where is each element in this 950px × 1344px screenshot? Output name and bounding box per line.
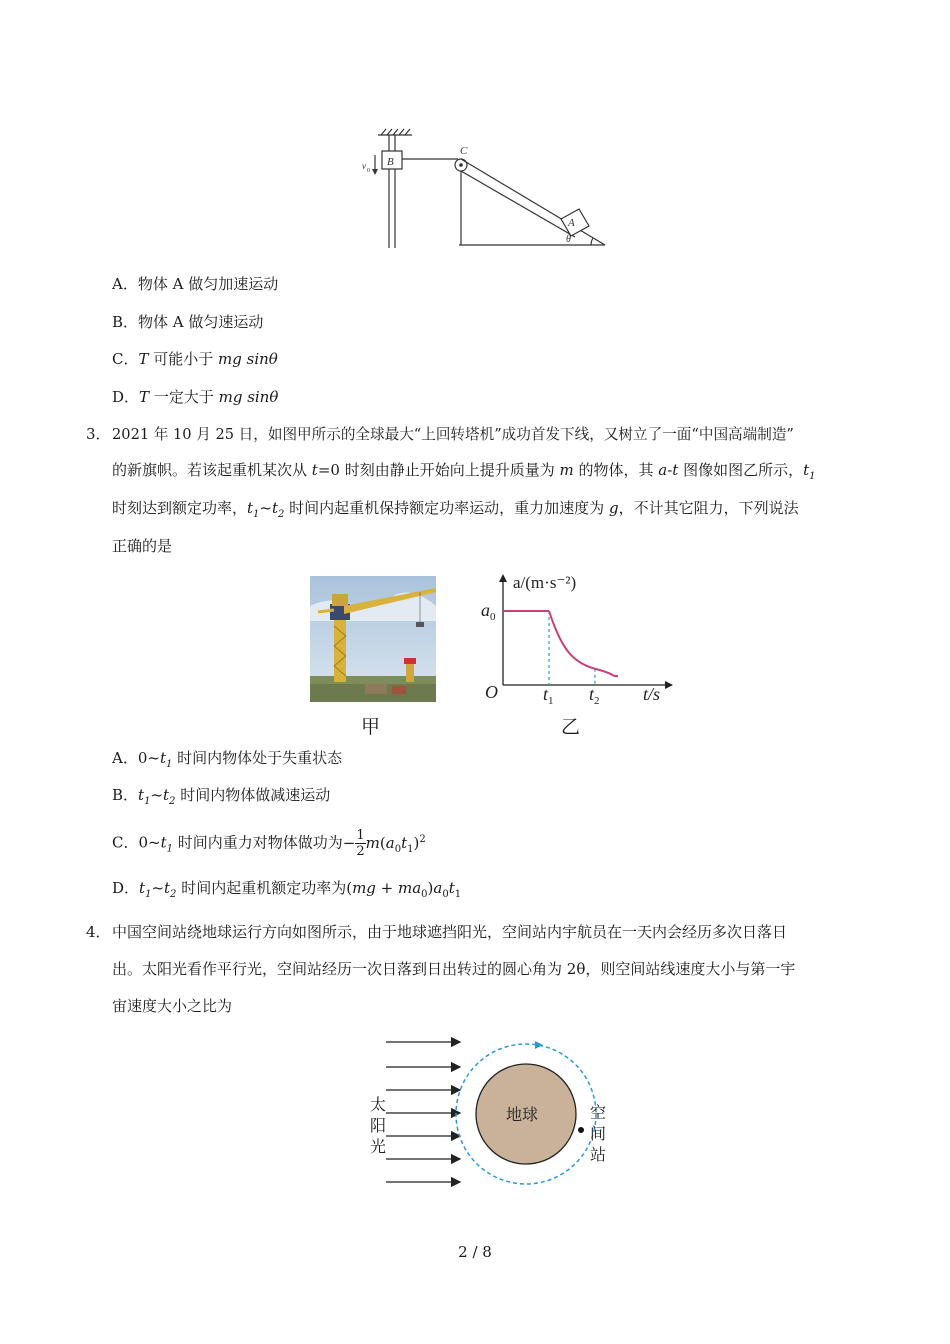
space-station-dot [578, 1127, 584, 1133]
sun-label-1: 太 [370, 1097, 387, 1114]
q3-option-a: A．$0\sim t_1$ 时间内物体处于失重状态 [112, 749, 343, 770]
formula-power: $(mg + ma_0)a_0t_1$ [346, 879, 462, 900]
y-axis-arrow [499, 574, 507, 582]
sun-label-3: 光 [370, 1139, 387, 1156]
q3-line-1: 2021 年 10 月 25 日，如图甲所示的全球最大“上回转塔机”成功首发下线，又树立了一面“中国高端制造” [112, 426, 794, 443]
a-t-chart [475, 568, 675, 708]
earth-label: 地球 [506, 1107, 539, 1124]
x-axis-label: t/s [643, 684, 661, 704]
series-decreasing [549, 611, 618, 676]
label-v0: v [362, 161, 366, 171]
y-axis-label: a/(m·s⁻²) [513, 573, 577, 592]
caption-jia: 甲 [361, 716, 381, 738]
station-label-1: 空 [590, 1105, 607, 1122]
origin-label: O [485, 682, 498, 702]
station-label-3: 站 [590, 1147, 607, 1164]
q3-line-2: 的新旗帜。若该起重机某次从 t=0 时刻由静止开始向上提升质量为 m 的物体，其 a-t 图像如图乙所示，$t_1$ [112, 461, 816, 482]
q3-number: 3． [86, 425, 111, 443]
x-axis-arrow [665, 681, 673, 689]
q2-option-b: B．物体 A 做匀速运动 [112, 313, 264, 331]
q3-option-c: C．$0\sim t_1$ 时间内重力对物体做功为− $\frac{1}{2}$ $m(a_0t_1)^2$ [112, 828, 426, 859]
label-c: C [460, 145, 468, 157]
sunlight-arrows [386, 1042, 460, 1182]
tower-crane-photo [310, 576, 436, 702]
formula-work: − $\frac{1}{2}$ $m(a_0t_1)^2$ [342, 828, 426, 859]
q2-option-c: C．T 可能小于 mg sinθ [112, 350, 278, 368]
q3-line-3: 时刻达到额定功率，$t_1\sim t_2$ 时间内起重机保持额定功率运动，重力加速度为 g，不计其它阻力，下列说法 [112, 499, 799, 520]
label-theta: θ [566, 234, 571, 245]
q3-option-b: B．$t_1\sim t_2$ 时间内物体做减速运动 [112, 786, 331, 807]
page-number: 2 / 8 [458, 1243, 492, 1261]
q2-option-a: A．物体 A 做匀加速运动 [112, 275, 279, 293]
q4-line-3: 宙速度大小之比为 [112, 997, 233, 1015]
label-v0-sub: 0 [367, 168, 370, 174]
q3-line-4: 正确的是 [112, 537, 173, 555]
q4-line-2: 出。太阳光看作平行光，空间站经历一次日落到日出转过的圆心角为 2θ，则空间站线速度大小与第一宇 [112, 960, 796, 978]
y-tick-a0: $a_0$ [481, 600, 496, 623]
x-tick-t2: $t_2$ [589, 684, 600, 707]
q3-option-d: D．$t_1\sim t_2$ 时间内起重机额定功率为$(mg + ma_0)a_0t_1$ [112, 879, 462, 900]
q2-option-d: D．T 一定大于 mg sinθ [112, 388, 279, 406]
sun-label-2: 阳 [370, 1118, 387, 1135]
station-label-2: 间 [590, 1126, 607, 1143]
caption-yi: 乙 [561, 716, 581, 738]
pulley-incline-figure [355, 125, 615, 255]
orbit-direction-arrow [535, 1041, 543, 1049]
x-tick-t1: $t_1$ [543, 684, 554, 707]
q4-line-1: 中国空间站绕地球运行方向如图所示，由于地球遮挡阳光，空间站内宇航员在一天内会经历多次日落日 [112, 923, 788, 941]
q4-number: 4． [86, 923, 111, 941]
earth-orbit-figure [360, 1030, 620, 1190]
label-b: B [387, 156, 394, 168]
label-a: A [568, 217, 575, 229]
